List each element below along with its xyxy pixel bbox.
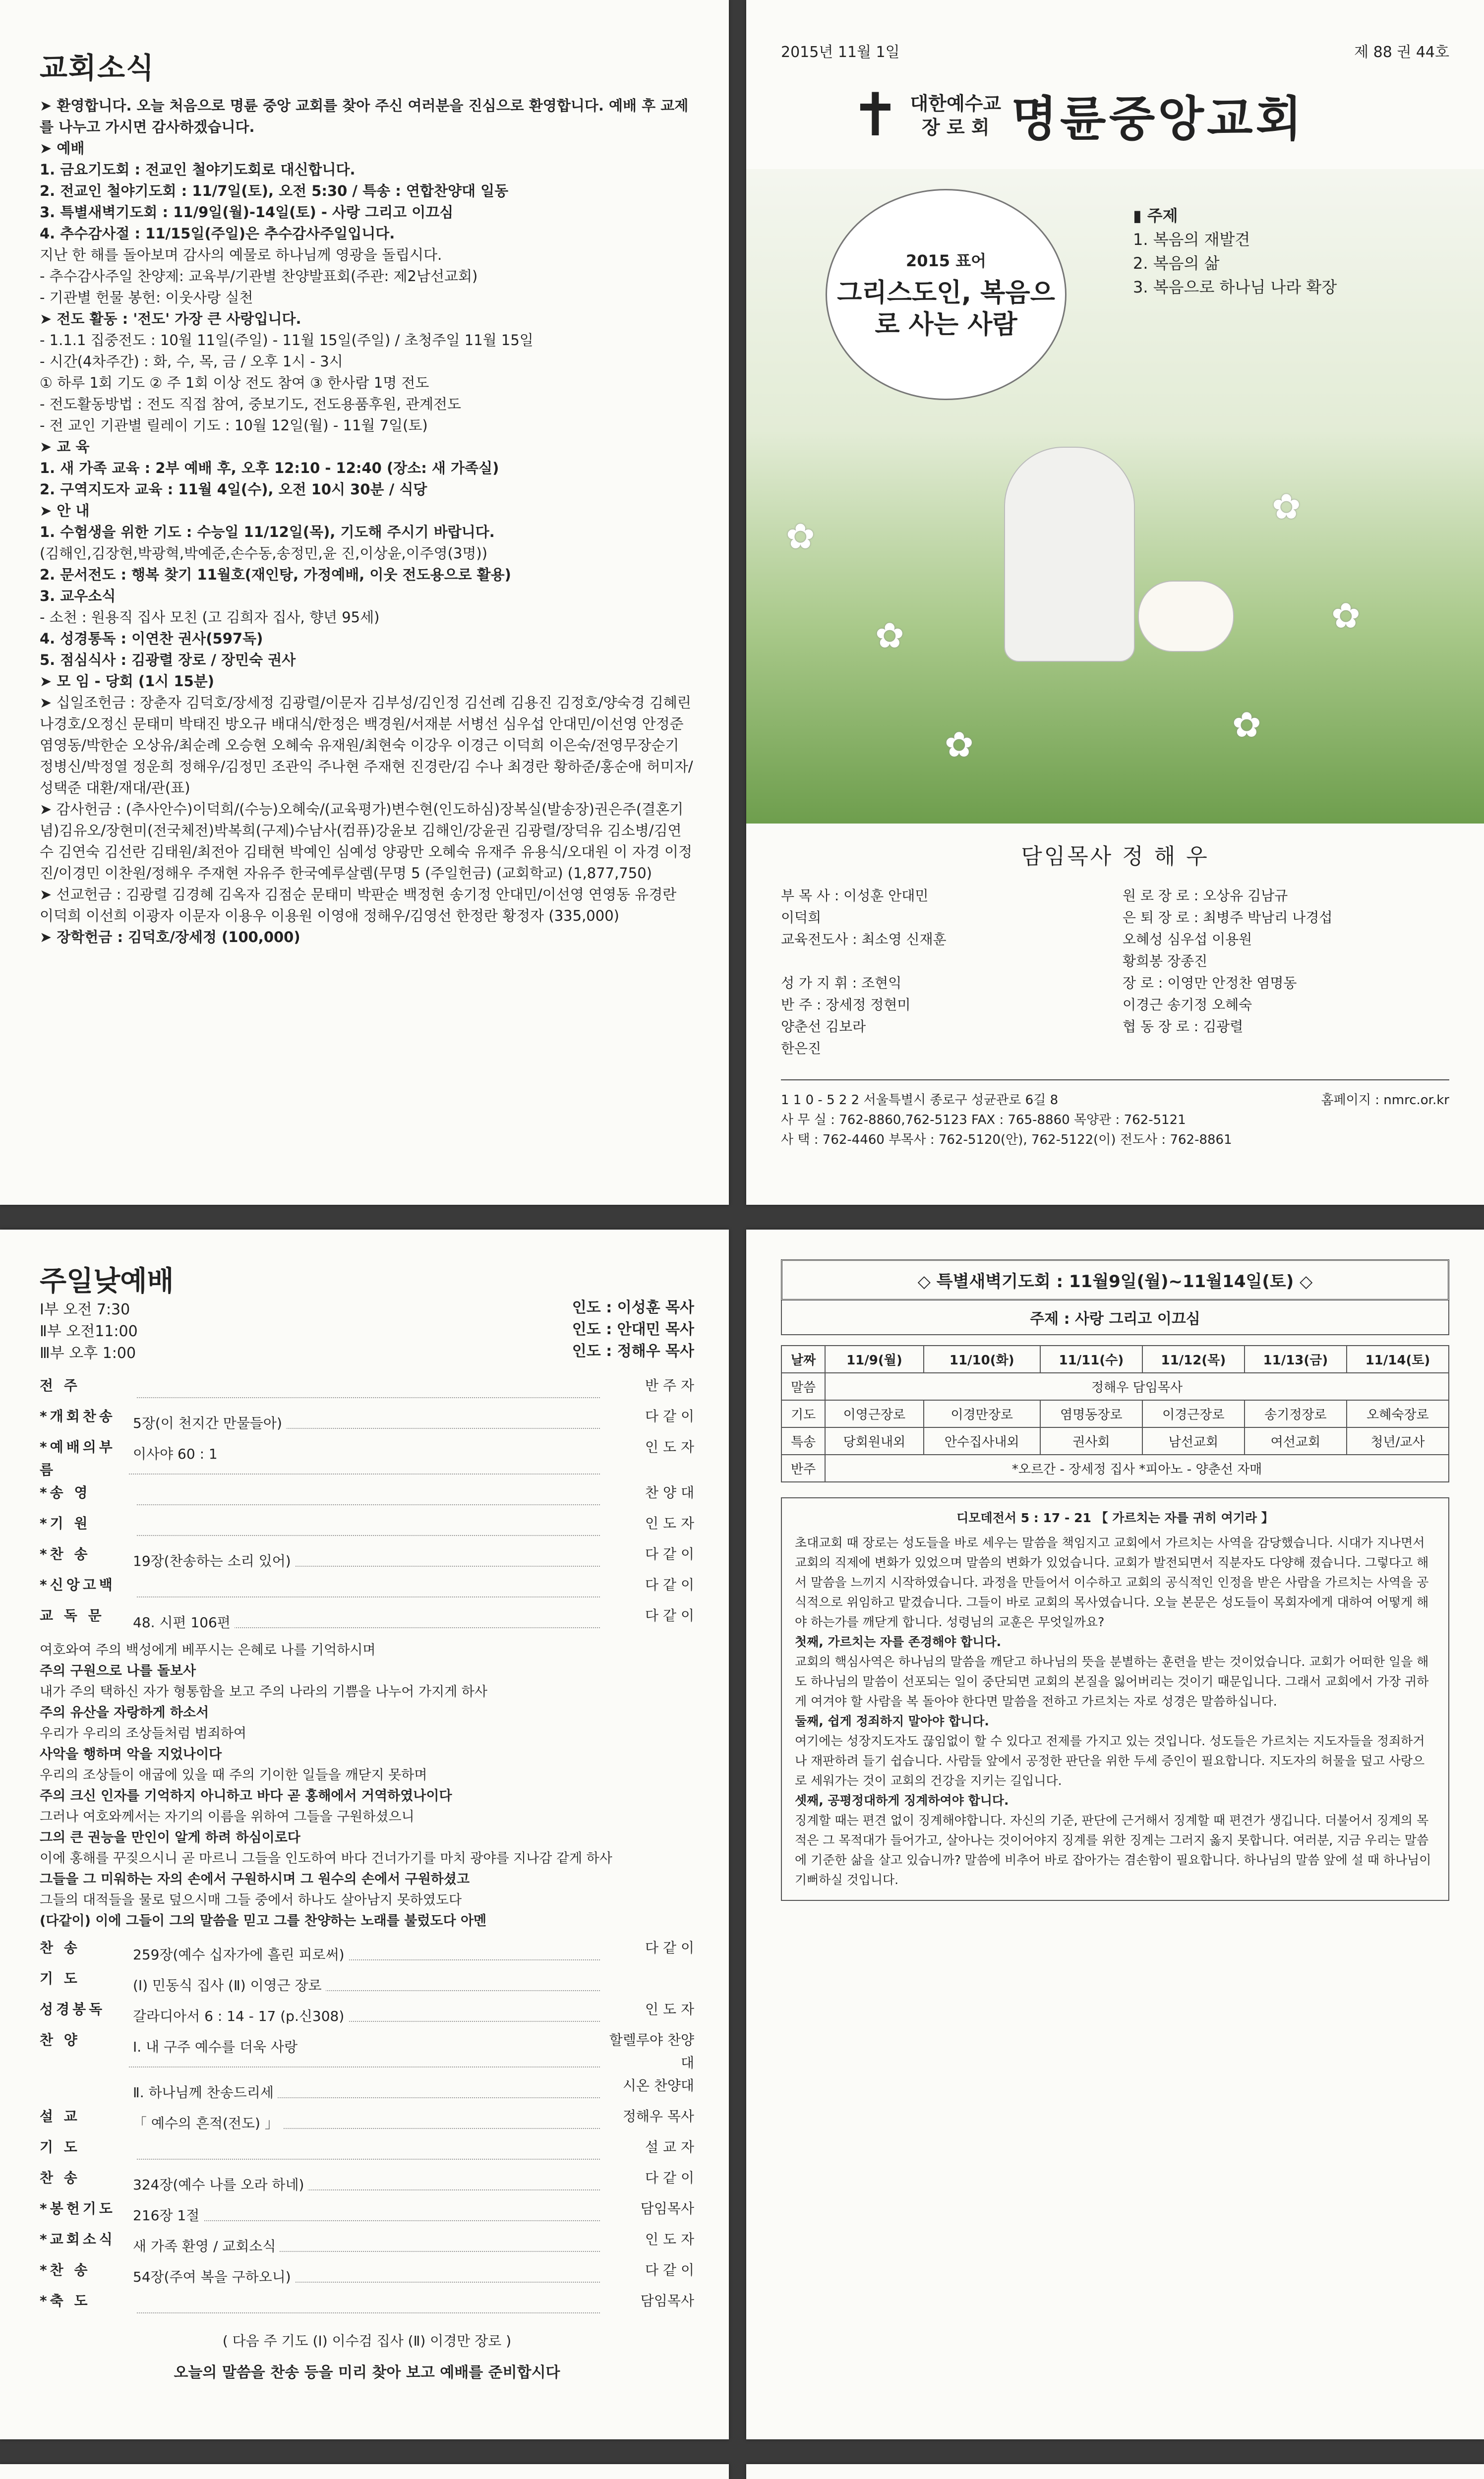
article-points bbox=[795, 1632, 1435, 1890]
order-leader: 찬 양 대 bbox=[645, 1484, 694, 1501]
order-content bbox=[129, 2167, 600, 2193]
order-content bbox=[129, 1512, 600, 1536]
order-row bbox=[40, 1967, 694, 1998]
order-row bbox=[40, 2197, 694, 2228]
order-leader: 시온 찬양대 bbox=[622, 2077, 694, 2094]
dawn-table-cell: 반주 bbox=[781, 1455, 825, 1482]
order-content bbox=[129, 1481, 600, 1505]
order-label: *예배의부름 bbox=[40, 1439, 116, 1478]
order-content-text bbox=[129, 1491, 137, 1508]
order-content-text: 19장(찬송하는 소리 있어) bbox=[129, 1553, 295, 1569]
dawn-prayer-subject: 주제 : 사랑 그리고 이끄심 bbox=[781, 1300, 1449, 1335]
dawn-table-row bbox=[781, 1400, 1449, 1427]
order-label: *송 영 bbox=[40, 1484, 91, 1501]
order-label: 찬 양 bbox=[40, 2032, 80, 2048]
issue-volume: 제 88 권 44호 bbox=[1354, 44, 1449, 61]
calendar-panel bbox=[746, 2464, 1484, 2479]
news-item: 3. 교우소식 bbox=[40, 588, 116, 604]
staff-entry: 성 가 지 휘 : 조현익 bbox=[781, 975, 902, 991]
order-content bbox=[129, 2074, 600, 2101]
order-label: 찬 송 bbox=[40, 2170, 80, 2186]
order-label: *기 원 bbox=[40, 1515, 91, 1532]
news-item: 1. 새 가족 교육 : 2부 예배 후, 오후 12:10 - 12:40 (장소: 새 가족실) bbox=[40, 460, 499, 476]
reading-line: 그들을 그 미워하는 자의 손에서 구원하시며 그 원수의 손에서 구원하셨고 bbox=[40, 1872, 470, 1887]
order-content bbox=[129, 1405, 600, 1429]
flower-icon: ✿ bbox=[875, 615, 904, 656]
news-item: ➤ 예배 bbox=[40, 140, 85, 157]
article-point-title: 둘째, 쉽게 정죄하지 말아야 합니다. bbox=[795, 1714, 989, 1728]
service-times bbox=[40, 1299, 174, 1364]
order-content bbox=[129, 1374, 600, 1398]
order-row bbox=[40, 2074, 694, 2105]
order-row bbox=[40, 1436, 694, 1481]
order-row bbox=[40, 2029, 694, 2074]
dawn-table-header: 11/13(금) bbox=[1245, 1346, 1347, 1373]
reading-line: 그러나 여호와께서는 자기의 이름을 위하여 그들을 구원하셨으니 bbox=[40, 1809, 415, 1825]
staff-entry bbox=[781, 950, 1108, 972]
dawn-table-row bbox=[781, 1427, 1449, 1455]
reading-line: 그의 큰 권능을 만인이 알게 하려 하심이로다 bbox=[40, 1830, 300, 1845]
dawn-prayer-table bbox=[781, 1345, 1449, 1482]
flower-icon: ✿ bbox=[1272, 486, 1301, 527]
order-leader: 인 도 자 bbox=[645, 1439, 694, 1455]
news-item: - 기관별 헌물 봉헌: 이웃사랑 실천 bbox=[40, 289, 253, 306]
order-row bbox=[40, 2136, 694, 2167]
denomination-line1: 대한예수교 bbox=[910, 92, 1002, 115]
order-row bbox=[40, 2228, 694, 2259]
reading-line: 내가 주의 택하신 자가 형통함을 보고 주의 나라의 기쁨을 나누어 가지게 하사 bbox=[40, 1684, 487, 1700]
order-leader: 할렐루야 찬양대 bbox=[609, 2032, 694, 2071]
order-content-text bbox=[129, 1584, 137, 1600]
order-content-text bbox=[129, 2146, 137, 2162]
order-content-text: 54장(주여 복을 구하오니) bbox=[129, 2269, 295, 2285]
service-leader: 인도 : 정해우 목사 bbox=[572, 1343, 694, 1360]
order-content bbox=[129, 2029, 600, 2067]
service-header bbox=[40, 1259, 694, 1364]
order-label: *신앙고백 bbox=[40, 1577, 116, 1593]
order-leader: 반 주 자 bbox=[645, 1377, 694, 1394]
order-label: *봉헌기도 bbox=[40, 2200, 116, 2217]
news-item: ➤ 선교헌금 : 김광렬 김경혜 김옥자 김점순 문태미 박판순 백정현 송기정 안대민/이선영 연영동 유경란 이덕희 이선희 이광자 이문자 이용우 이용원 이영애 정해우/김영선 한정란 황정자 (335,000) bbox=[40, 886, 677, 924]
theme-item: 2. 복음의 삶 bbox=[1133, 254, 1220, 273]
service-leaders bbox=[572, 1297, 694, 1362]
order-leader: 다 같 이 bbox=[645, 1940, 694, 1956]
order-leader: 인 도 자 bbox=[645, 1515, 694, 1532]
order-content bbox=[129, 1967, 600, 1994]
dawn-table-header: 11/14(토) bbox=[1347, 1346, 1449, 1373]
dawn-prayer-title: ◇ 특별새벽기도회 : 11월9일(월)~11월14일(토) ◇ bbox=[781, 1259, 1449, 1300]
flower-icon: ✿ bbox=[786, 516, 815, 557]
dawn-table-header: 11/11(수) bbox=[1040, 1346, 1142, 1373]
staff-list bbox=[781, 885, 1449, 1060]
staff-entry: 교육전도사 : 최소영 신재훈 bbox=[781, 931, 947, 947]
address: 1 1 0 - 5 2 2 서울특별시 종로구 성균관로 6길 8 bbox=[781, 1093, 1059, 1108]
staff-entry: 반 주 : 장세정 정현미 bbox=[781, 997, 911, 1013]
dawn-table-header: 11/12(목) bbox=[1142, 1346, 1245, 1373]
order-label: 찬 송 bbox=[40, 1940, 80, 1956]
order-label: *찬 송 bbox=[40, 2262, 91, 2278]
news-item: 1. 수험생을 위한 기도 : 수능일 11/12일(목), 기도해 주시기 바랍니다. bbox=[40, 524, 495, 540]
reading-line: (다같이) 이에 그들이 그의 말씀을 믿고 그를 찬양하는 노래를 불렀도다 아멘 bbox=[40, 1913, 487, 1929]
dawn-prayer-panel bbox=[746, 1230, 1484, 2439]
dawn-table-cell: 이경만장로 bbox=[924, 1400, 1040, 1427]
church-logo bbox=[850, 81, 1449, 149]
order-row bbox=[40, 1543, 694, 1574]
news-item: - 전 교인 기관별 릴레이 기도 : 10월 12일(월) - 11월 7일(토) bbox=[40, 417, 428, 434]
responsive-reading bbox=[40, 1640, 694, 1932]
order-label bbox=[40, 2074, 124, 2105]
order-row bbox=[40, 2290, 694, 2320]
reading-line: 사악을 행하며 악을 지었나이다 bbox=[40, 1747, 222, 1762]
service-leader: 인도 : 안대민 목사 bbox=[572, 1321, 694, 1338]
news-list bbox=[40, 95, 694, 948]
order-content bbox=[129, 2259, 600, 2283]
news-panel bbox=[0, 0, 729, 1205]
service-time: Ⅲ부 오후 1:00 bbox=[40, 1345, 136, 1362]
order-content-text: 48. 시편 106편 bbox=[129, 1614, 235, 1631]
news-item: 1. 금요기도회 : 전교인 철야기도회로 대신합니다. bbox=[40, 161, 356, 178]
order-leader: 담임목사 bbox=[640, 2293, 694, 2309]
order-content-text bbox=[129, 1384, 137, 1401]
order-content bbox=[129, 1543, 600, 1567]
dawn-table-cell: 남선교회 bbox=[1142, 1427, 1245, 1455]
order-content-text: 갈라디아서 6 : 14 - 17 (p.신308) bbox=[129, 2008, 348, 2024]
denomination bbox=[910, 92, 1002, 139]
order-row bbox=[40, 1512, 694, 1543]
news-item: ① 하루 1회 기도 ② 주 1회 이상 전도 참여 ③ 한사람 1명 전도 bbox=[40, 374, 429, 391]
news-item: ➤ 장학헌금 : 김덕호/장세정 (100,000) bbox=[40, 929, 300, 945]
dawn-table-cell: 송기정장로 bbox=[1245, 1400, 1347, 1427]
order-row bbox=[40, 2259, 694, 2290]
order-label: *축 도 bbox=[40, 2293, 91, 2309]
order-content bbox=[129, 1604, 600, 1631]
flower-icon: ✿ bbox=[1331, 595, 1361, 636]
news-item: - 추수감사주일 찬양제: 교육부/기관별 찬양발표회(주관: 제2남선교회) bbox=[40, 268, 478, 285]
order-leader: 다 같 이 bbox=[645, 2170, 694, 2186]
order-content bbox=[129, 2290, 600, 2313]
news-item: 2. 전교인 철야기도회 : 11/7일(토), 오전 5:30 / 특송 : 연합찬양대 일동 bbox=[40, 182, 509, 199]
order-leader: 담임목사 bbox=[640, 2200, 694, 2217]
staff-entry bbox=[1123, 1038, 1449, 1060]
news-item: ➤ 환영합니다. 오늘 처음으로 명륜 중앙 교회를 찾아 주신 여러분을 진심으로 환영합니다. 예배 후 교제를 나누고 가시면 감사하겠습니다. bbox=[40, 97, 689, 135]
order-content-text bbox=[129, 2300, 137, 2316]
news-item: - 1.1.1 집중전도 : 10월 11일(주일) - 11월 15일(주일) / 초청주일 11월 15일 bbox=[40, 332, 534, 349]
dawn-table-cell: 이영근장로 bbox=[825, 1400, 923, 1427]
reading-line: 우리가 우리의 조상들처럼 범죄하여 bbox=[40, 1726, 246, 1741]
closing-note: 오늘의 말씀을 찬송 등을 미리 찾아 보고 예배를 준비합시다 bbox=[174, 2364, 560, 2381]
dawn-table-cell: 말씀 bbox=[781, 1373, 825, 1400]
staff-entry: 이덕희 bbox=[781, 909, 822, 926]
order-content bbox=[129, 1436, 600, 1475]
cover-panel bbox=[746, 0, 1484, 1205]
staff-entry: 오혜성 심우섭 이용원 bbox=[1123, 931, 1252, 947]
dawn-table-cell: 여선교회 bbox=[1245, 1427, 1347, 1455]
news-item: ➤ 모 임 - 당회 (1시 15분) bbox=[40, 673, 215, 690]
jesus-figure-icon bbox=[1004, 447, 1135, 662]
motto-year: 2015 표어 bbox=[905, 251, 987, 270]
order-label: 기 도 bbox=[40, 1970, 80, 1987]
order-content-text: 「 예수의 흔적(전도) 」 bbox=[129, 2115, 283, 2131]
order-row bbox=[40, 1481, 694, 1512]
order-content bbox=[129, 2136, 600, 2160]
order-content-text: Ⅱ. 하나님께 찬송드리세 bbox=[129, 2084, 278, 2101]
order-content bbox=[129, 1574, 600, 1597]
order-content bbox=[129, 1998, 600, 2022]
senior-pastor: 담임목사 정 해 우 bbox=[1021, 844, 1209, 869]
dawn-table-row bbox=[781, 1455, 1449, 1482]
flower-icon: ✿ bbox=[945, 724, 974, 765]
order-row bbox=[40, 2167, 694, 2197]
news-item: ➤ 안 내 bbox=[40, 502, 90, 519]
news-item: ➤ 교 육 bbox=[40, 438, 90, 455]
article-point-text: 교회의 핵심사역은 하나님의 말씀을 깨닫고 하나님의 뜻을 분별하는 훈련을 받는 것이었습니다. 교회가 어떠한 일을 해도 하나님의 말씀이 선포되는 일이 중단되면 교회의 본질을 잃어버리는 것이기 때문입니다. 그래서 교회에서 가장 귀하게 여겨야 할 사람을 복 돌아야 한다면 말씀을 전하고 가르치는 자로 성경은 말씀하십니다. bbox=[795, 1654, 1429, 1709]
dawn-table-cell: *오르간 - 장세정 집사 *피아노 - 양춘선 자매 bbox=[825, 1455, 1449, 1482]
cover-header bbox=[781, 40, 1449, 61]
dawn-table-cell: 당회원내외 bbox=[825, 1427, 923, 1455]
dawn-table-row bbox=[781, 1373, 1449, 1400]
order-leader: 다 같 이 bbox=[645, 1408, 694, 1424]
service-time: Ⅱ부 오전11:00 bbox=[40, 1323, 138, 1340]
church-name: 명륜중앙교회 bbox=[1011, 91, 1305, 147]
article-intro: 초대교회 때 장로는 성도들을 바로 세우는 말씀을 책임지고 교회에서 가르치는 사역을 감당했습니다. 시대가 지나면서 교회의 직제에 변화가 있었으며 말씀의 변화가 있었습니다. 교회가 발전되면서 직분자도 다양해 졌습니다. 그렇다고 해서 말씀을 느끼지 시작하였습니다. 과정을 만들어서 이수하고 교회의 공식적인 인정을 받은 사람을 가르치는 사역을 공식적으로 위임하고 맡겼습니다. 그들이 바로 교회의 목사였습니다. 오늘 본문은 성도들이 목회자에게 대하여 어떻게 해야 하는가를 깨닫게 합니다. 성령님의 교훈은 무엇일까요? bbox=[795, 1535, 1429, 1629]
dawn-table-header: 11/10(화) bbox=[924, 1346, 1040, 1373]
news-item: 2. 구역지도자 교육 : 11월 4일(수), 오전 10시 30분 / 식당 bbox=[40, 481, 427, 498]
news-item: 4. 추수감사절 : 11/15일(주일)은 추수감사주일입니다. bbox=[40, 225, 395, 242]
order-content bbox=[129, 1937, 600, 1963]
motto-circle bbox=[826, 189, 1067, 400]
dawn-table-header: 11/9(월) bbox=[825, 1346, 923, 1373]
order-content bbox=[129, 2197, 600, 2224]
order-label: 전 주 bbox=[40, 1377, 80, 1394]
afternoon-service-panel bbox=[0, 2464, 729, 2479]
order-row bbox=[40, 1998, 694, 2029]
order-label: *교회소식 bbox=[40, 2231, 116, 2247]
reading-line: 이에 홍해를 꾸짖으시니 곧 마르니 그들을 인도하여 바다 건너가기를 마치 광야를 지나감 같게 하사 bbox=[40, 1851, 612, 1866]
news-item: ➤ 전도 활동 : '전도' 가장 큰 사랑입니다. bbox=[40, 310, 301, 327]
order-row bbox=[40, 2105, 694, 2136]
order-content-text: 이사야 60 : 1 bbox=[129, 1446, 222, 1462]
staff-entry: 은 퇴 장 로 : 최병주 박남리 나경섭 bbox=[1123, 909, 1333, 926]
order-leader: 다 같 이 bbox=[645, 2262, 694, 2278]
theme-title: ▮ 주제 bbox=[1133, 206, 1178, 225]
service-leader: 인도 : 이성훈 목사 bbox=[572, 1299, 694, 1316]
order-leader: 인 도 자 bbox=[645, 2231, 694, 2247]
news-item: - 소천 : 원용직 집사 모친 (고 김희자 집사, 향년 95세) bbox=[40, 609, 380, 626]
order-content-text: 216장 1절 bbox=[129, 2207, 203, 2224]
news-item: - 시간(4차주간) : 화, 수, 목, 금 / 오후 1시 - 3시 bbox=[40, 353, 343, 370]
order-label: *개회찬송 bbox=[40, 1408, 116, 1424]
news-item: ➤ 십일조헌금 : 장춘자 김덕호/장세정 김광렬/이문자 김부성/김인정 김선례 김용진 김정호/양숙경 김혜린 나경호/오정신 문태미 박태진 방오규 배대식/한정은 백경원/서재분 서병선 심우섭 안대민/이선영 안정준 염영동/박한순 오상유/최순례 오승현 오혜숙 유재원/최현숙 이강우 이경근 이덕희 이은숙/전영무장순기 정병신/박정열 정운희 정해우/김정민 조관익 주나현 주재현 진경란/김 수나 최경란 황하준/홍순애 허미자/성택준 대환/재대/관(표) bbox=[40, 694, 693, 796]
denomination-line2: 장 로 회 bbox=[922, 116, 990, 138]
order-content-text: 5장(이 천지간 만물들아) bbox=[129, 1415, 286, 1431]
dawn-table-cell: 권사회 bbox=[1040, 1427, 1142, 1455]
dawn-table-cell: 이경근장로 bbox=[1142, 1400, 1245, 1427]
order-row bbox=[40, 1604, 694, 1635]
order-leader: 다 같 이 bbox=[645, 1577, 694, 1593]
news-item: 지난 한 해를 돌아보며 감사의 예물로 하나님께 영광을 돌립시다. bbox=[40, 246, 442, 263]
staff-entry: 협 동 장 로 : 김광렬 bbox=[1123, 1018, 1244, 1035]
dawn-table-cell: 정해우 담임목사 bbox=[825, 1373, 1449, 1400]
news-item: 4. 성경통독 : 이연찬 권사(597독) bbox=[40, 630, 263, 647]
theme-list bbox=[1133, 204, 1337, 299]
manse-phone: 사 택 : 762-4460 부목사 : 762-5120(안), 762-5122(이) 전도사 : 762-8861 bbox=[781, 1132, 1232, 1147]
lamb-icon bbox=[1138, 581, 1234, 652]
sunday-service-panel bbox=[0, 1230, 729, 2439]
dawn-table-head bbox=[781, 1346, 1449, 1373]
order-label: *찬 송 bbox=[40, 1546, 91, 1562]
order-content bbox=[129, 2105, 600, 2129]
dawn-table-cell: 오혜숙장로 bbox=[1347, 1400, 1449, 1427]
dawn-table-cell: 염명동장로 bbox=[1040, 1400, 1142, 1427]
staff-entry: 한은진 bbox=[781, 1040, 822, 1057]
order-content-text: (Ⅰ) 민동식 집사 (Ⅱ) 이영근 장로 bbox=[129, 1977, 326, 1994]
news-item: ➤ 감사헌금 : (추사안수)이덕희/(수능)오혜숙/(교육평가)변수현(인도하심)장복실(발송장)권은주(결혼기념)김유오/장현미(전국체전)박복희(구제)수남사(컴퓨)강윤보 김해인/강윤권 김광렬/장덕유 김소병/김연수 김연숙 김선란 김태원/최전아 김태현 박예인 심예성 양광만 오혜숙 유재주 유용식/오대원 이 자경 이정진/이경민 이찬원/정해우 주재현 자유주 한국예루살렘(무명 5 (주일헌금) (교회학교) (1,877,750) bbox=[40, 801, 692, 882]
order-label: 교 독 문 bbox=[40, 1607, 105, 1624]
cross-icon: ✝ bbox=[850, 80, 900, 150]
article-title: 디모데전서 5 : 17 - 21 【 가르치는 자를 귀히 여기라 】 bbox=[956, 1511, 1274, 1525]
dawn-table-cell: 안수집사내외 bbox=[924, 1427, 1040, 1455]
staff-entry: 원 로 장 로 : 오상유 김남규 bbox=[1123, 887, 1288, 904]
cover-illustration bbox=[746, 169, 1484, 824]
issue-date: 2015년 11월 1일 bbox=[781, 44, 900, 61]
order-leader: 다 같 이 bbox=[645, 1546, 694, 1562]
order-label: 성경봉독 bbox=[40, 2001, 106, 2017]
order-label: 기 도 bbox=[40, 2139, 80, 2155]
homepage-link[interactable]: 홈페이지 : nmrc.or.kr bbox=[1321, 1093, 1449, 1108]
service-title: 주일낮예배 bbox=[40, 1265, 174, 1298]
article-point-text: 여기에는 성장지도자도 끊임없이 할 수 있다고 전제를 가지고 있는 것입니다. 성도들은 가르치는 지도자들을 정죄하거나 재판하려 들기 쉽습니다. 사람들 앞에서 공정한 판단을 위한 두세 증인이 필요합니다. 지도자의 허물을 덮고 사랑으로 세워가는 것이 교회의 건강을 지키는 길입니다. bbox=[795, 1734, 1425, 1788]
motto-text: 그리스도인, 복음으로 사는 사람 bbox=[837, 278, 1055, 340]
order-label: 설 교 bbox=[40, 2108, 80, 2125]
article-point-text: 징계할 때는 편견 없이 징계해야합니다. 자신의 기준, 판단에 근거해서 징계할 때 편견가 생깁니다. 더불어서 징계의 목적은 그 목적대가 들어가고, 살아나는 것이어야지 징계를 위한 징계는 그러지 옳지 못합니다. 여러분, 지금 우리는 말씀에 기준한 삶을 살고 있습니까? 말씀에 비추어 바로 잡아가는 겸손함이 필요합니다. 하나님의 말씀 앞에 설 때 하나님이 기뻐하실 것입니다. bbox=[795, 1813, 1431, 1887]
sermon-article bbox=[781, 1497, 1449, 1901]
staff-entry: 부 목 사 : 이성훈 안대민 bbox=[781, 887, 929, 904]
news-item: (김해인,김장현,박광혁,박예준,손수동,송정민,윤 진,이상윤,이주영(3명)) bbox=[40, 545, 488, 562]
dawn-table-cell: 청년/교사 bbox=[1347, 1427, 1449, 1455]
news-item: 2. 문서전도 : 행복 찾기 11월호(재인탕, 가정예배, 이웃 전도용으로 활용) bbox=[40, 566, 511, 583]
order-leader bbox=[605, 1967, 694, 1998]
order-content-text: 259장(예수 십자가에 흘린 피로써) bbox=[129, 1947, 349, 1963]
order-of-worship-2 bbox=[40, 1937, 694, 2320]
next-week-prayer: ( 다음 주 기도 (Ⅰ) 이수검 집사 (Ⅱ) 이경만 장로 ) bbox=[222, 2333, 512, 2349]
order-leader: 인 도 자 bbox=[645, 2001, 694, 2017]
news-item: 3. 특별새벽기도회 : 11/9일(월)-14일(토) - 사랑 그리고 이끄심 bbox=[40, 204, 454, 221]
theme-item: 3. 복음으로 하나님 나라 확장 bbox=[1133, 278, 1337, 296]
order-content bbox=[129, 2228, 600, 2252]
order-content-text: 새 가족 환영 / 교회소식 bbox=[129, 2238, 280, 2254]
contact-info bbox=[781, 1079, 1449, 1150]
reading-line: 주의 크신 인자를 기억하지 아니하고 바다 곧 홍해에서 거역하였나이다 bbox=[40, 1788, 452, 1804]
reading-line: 그들의 대적들을 물로 덮으시매 그들 중에서 하나도 살아남지 못하였도다 bbox=[40, 1892, 462, 1908]
news-item: 5. 점심식사 : 김광렬 장로 / 장민숙 권사 bbox=[40, 651, 296, 668]
service-time: Ⅰ부 오전 7:30 bbox=[40, 1301, 130, 1318]
order-row bbox=[40, 1405, 694, 1436]
staff-entry: 이경근 송기정 오혜숙 bbox=[1123, 997, 1252, 1013]
order-content-text bbox=[129, 1522, 137, 1538]
order-leader: 설 교 자 bbox=[645, 2139, 694, 2155]
staff-entry: 황희봉 장종진 bbox=[1123, 953, 1208, 969]
reading-line: 주의 유산을 자랑하게 하소서 bbox=[40, 1705, 209, 1720]
reading-line: 우리의 조상들이 애굽에 있을 때 주의 기이한 일들을 깨닫지 못하며 bbox=[40, 1768, 427, 1783]
dawn-table-cell: 특송 bbox=[781, 1427, 825, 1455]
dawn-table-cell: 기도 bbox=[781, 1400, 825, 1427]
order-content-text: Ⅰ. 내 구주 예수를 더욱 사랑 bbox=[129, 2039, 301, 2055]
reading-line: 여호와여 주의 백성에게 베푸시는 은혜로 나를 기억하시며 bbox=[40, 1643, 376, 1658]
staff-entry: 양춘선 김보라 bbox=[781, 1018, 866, 1035]
news-item: - 전도활동방법 : 전도 직접 참여, 중보기도, 전도용품후원, 관계전도 bbox=[40, 396, 462, 413]
order-content-text: 324장(예수 나를 오라 하네) bbox=[129, 2177, 308, 2193]
order-leader: 정해우 목사 bbox=[622, 2108, 694, 2125]
order-of-worship bbox=[40, 1374, 694, 1635]
dawn-table-header: 날짜 bbox=[781, 1346, 825, 1373]
reading-line: 주의 구원으로 나를 돌보사 bbox=[40, 1663, 196, 1679]
order-row bbox=[40, 1574, 694, 1604]
article-point-title: 셋째, 공평정대하게 징계하여야 합니다. bbox=[795, 1793, 1009, 1808]
theme-item: 1. 복음의 재발견 bbox=[1133, 230, 1250, 249]
office-phone: 사 무 실 : 762-8860,762-5123 FAX : 765-8860 목양관 : 762-5121 bbox=[781, 1113, 1186, 1127]
order-leader: 다 같 이 bbox=[645, 1607, 694, 1624]
flower-icon: ✿ bbox=[1232, 705, 1261, 745]
article-point-title: 첫째, 가르치는 자를 존경해야 합니다. bbox=[795, 1635, 1002, 1649]
order-row bbox=[40, 1937, 694, 1967]
news-title: 교회소식 bbox=[40, 51, 155, 85]
staff-entry: 장 로 : 이영만 안정찬 염명동 bbox=[1123, 975, 1297, 991]
order-row bbox=[40, 1374, 694, 1405]
